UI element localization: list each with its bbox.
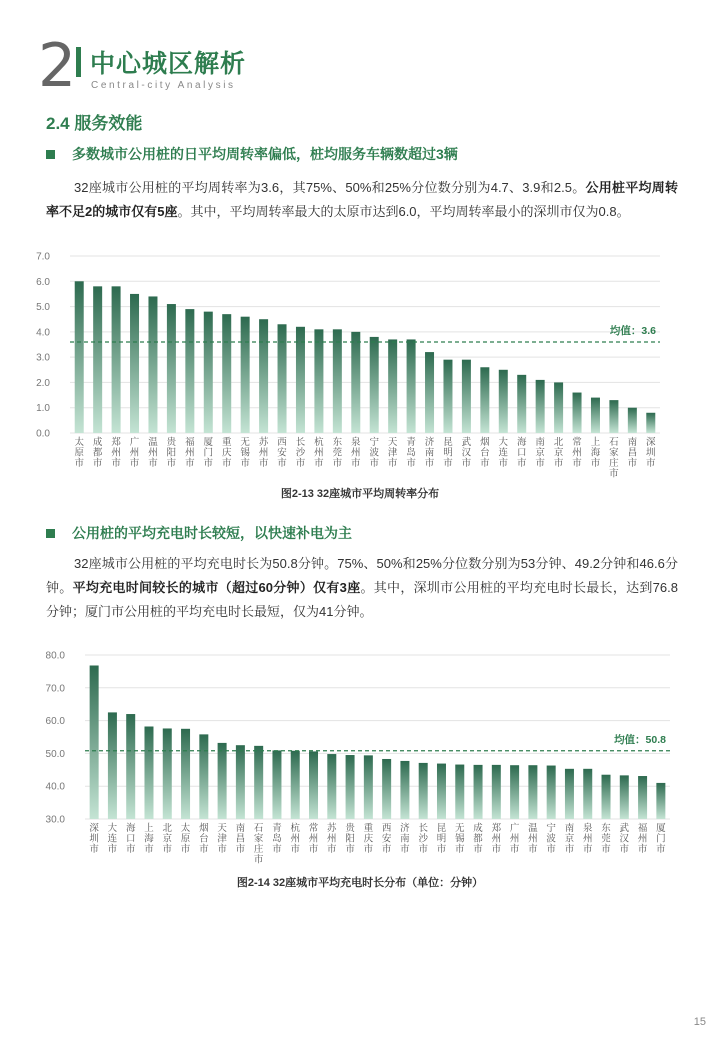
bar — [536, 380, 545, 433]
x-tick-label: 西安市 — [277, 437, 287, 469]
bar — [364, 755, 373, 819]
bar — [75, 281, 84, 433]
x-tick-label: 武汉市 — [619, 823, 630, 855]
y-tick-label: 60.0 — [45, 716, 65, 728]
x-tick-label: 天津市 — [387, 437, 398, 469]
x-tick-label: 青岛市 — [272, 823, 282, 855]
bar — [370, 337, 379, 433]
x-tick-label: 重庆市 — [363, 823, 374, 855]
bullet-square-icon — [46, 529, 55, 538]
bar — [144, 727, 153, 819]
bar — [93, 286, 102, 433]
x-tick-label: 石家庄市 — [609, 437, 619, 480]
bar — [333, 329, 342, 433]
x-tick-label: 烟台市 — [199, 823, 209, 855]
bar — [185, 309, 194, 433]
chart-caption-1: 图2-13 32座城市平均周转率分布 — [280, 488, 440, 500]
x-tick-label: 厦门市 — [203, 437, 214, 469]
bar — [443, 360, 452, 433]
y-tick-label: 2.0 — [36, 377, 50, 389]
bar — [254, 746, 263, 819]
bullet-heading-text: 多数城市公用桩的日平均周转率偏低，桩均服务车辆数超过3辆 — [72, 146, 458, 162]
bar — [602, 775, 611, 819]
x-tick-label: 海口市 — [516, 437, 527, 469]
bar — [112, 286, 121, 433]
x-tick-label: 广州市 — [129, 437, 140, 469]
x-tick-label: 昆明市 — [443, 437, 453, 469]
x-tick-label: 苏州市 — [327, 823, 337, 855]
bar — [296, 327, 305, 433]
x-tick-label: 郑州市 — [111, 437, 121, 469]
x-tick-label: 天津市 — [217, 823, 227, 855]
y-tick-label: 6.0 — [36, 276, 50, 288]
bar — [407, 339, 416, 433]
bar — [492, 765, 501, 819]
x-tick-label: 大连市 — [498, 437, 509, 469]
x-tick-label: 石家庄市 — [253, 823, 264, 866]
mean-label: 均值：50.8 — [614, 733, 666, 746]
bar — [499, 370, 508, 433]
x-tick-label: 长沙市 — [418, 823, 428, 855]
x-tick-label: 重庆市 — [221, 437, 232, 469]
bar — [425, 352, 434, 433]
x-tick-label: 东莞市 — [332, 437, 343, 469]
paragraph-text: 32座城市公用桩的平均周转率为3.6，其75%、50%和25%分位数分别为4.7、3.9和2.5。 — [74, 180, 586, 195]
y-tick-label: 30.0 — [45, 814, 65, 826]
bar — [609, 400, 618, 433]
y-tick-label: 7.0 — [36, 251, 50, 263]
y-tick-label: 0.0 — [36, 428, 50, 440]
bar — [547, 766, 556, 819]
bar — [455, 765, 464, 819]
x-tick-label: 贵阳市 — [166, 437, 177, 469]
bar — [108, 712, 117, 819]
bar — [419, 763, 428, 819]
bar — [314, 329, 323, 433]
x-tick-label: 武汉市 — [461, 437, 472, 469]
paragraph-bold-text: 公用桩平均周转率不足2的城市仅有5座 — [46, 180, 678, 219]
section-title: 2.4 服务效能 — [46, 114, 143, 133]
page-number: 15 — [693, 1016, 706, 1028]
bar — [181, 729, 190, 819]
x-tick-label: 郑州市 — [491, 823, 502, 855]
x-tick-label: 太原市 — [74, 437, 84, 469]
bar — [628, 408, 637, 433]
chapter-subtitle: Central-city Analysis — [91, 80, 236, 91]
y-tick-label: 4.0 — [36, 327, 50, 339]
x-tick-label: 大连市 — [107, 823, 118, 855]
bullet-heading-2 — [46, 522, 352, 544]
bar — [400, 761, 409, 819]
bar — [278, 324, 287, 433]
bar — [388, 339, 397, 433]
y-tick-label: 5.0 — [36, 302, 50, 314]
y-tick-label: 80.0 — [45, 650, 65, 662]
x-tick-label: 宁波市 — [369, 437, 379, 469]
x-tick-label: 无锡市 — [455, 823, 465, 855]
bar — [591, 398, 600, 433]
bar — [528, 765, 537, 819]
bar — [554, 382, 563, 433]
bar — [565, 769, 574, 819]
y-tick-label: 70.0 — [45, 683, 65, 695]
bar — [462, 360, 471, 433]
x-tick-label: 烟台市 — [480, 437, 490, 469]
x-tick-label: 南昌市 — [235, 823, 246, 855]
bar — [510, 765, 519, 819]
bar — [646, 413, 655, 433]
chapter-title: 中心城区解析 — [90, 50, 247, 78]
x-tick-label: 福州市 — [185, 437, 195, 469]
bar — [583, 769, 592, 819]
x-tick-label: 苏州市 — [258, 437, 269, 469]
x-tick-label: 杭州市 — [314, 437, 324, 469]
bar — [163, 728, 172, 819]
paragraph-1 — [46, 176, 678, 224]
bar — [327, 754, 336, 819]
x-tick-label: 济南市 — [400, 823, 410, 855]
y-tick-label: 50.0 — [45, 748, 65, 760]
x-tick-label: 青岛市 — [406, 437, 416, 469]
bar — [656, 783, 665, 819]
x-tick-label: 南昌市 — [627, 437, 638, 469]
bar — [474, 765, 483, 819]
bar — [130, 294, 139, 433]
x-tick-label: 厦门市 — [656, 823, 666, 855]
x-tick-label: 北京市 — [162, 823, 173, 855]
bar — [437, 764, 446, 819]
x-tick-label: 北京市 — [553, 437, 564, 469]
x-tick-label: 太原市 — [180, 823, 191, 855]
paragraph-text: 。其中，深圳市公用桩的平均充电时长最长，达到76.8分钟；厦门市公用桩的平均充电时长最短，仅为41分钟。 — [46, 580, 678, 619]
x-tick-label: 杭州市 — [290, 823, 300, 855]
bar — [241, 317, 250, 433]
y-tick-label: 1.0 — [36, 403, 50, 415]
x-tick-label: 福州市 — [637, 823, 648, 855]
x-tick-label: 深圳市 — [646, 437, 656, 469]
paragraph-2 — [46, 552, 678, 624]
x-tick-label: 泉州市 — [351, 437, 361, 469]
charging-duration-chart — [0, 640, 720, 870]
bullet-square-icon — [46, 150, 55, 159]
x-tick-label: 常州市 — [572, 437, 582, 469]
bar — [309, 751, 318, 819]
x-tick-label: 贵阳市 — [345, 823, 355, 855]
x-tick-label: 温州市 — [528, 823, 538, 855]
chapter-accent-bar — [76, 47, 81, 77]
paragraph-bold-text: 平均充电时间较长的城市（超过60分钟）仅有3座 — [72, 580, 361, 595]
x-tick-label: 成都市 — [473, 823, 483, 855]
bar — [199, 734, 208, 819]
bar — [573, 393, 582, 433]
bar — [272, 750, 281, 819]
x-tick-label: 广州市 — [509, 823, 520, 855]
y-tick-label: 40.0 — [45, 781, 65, 793]
bar — [346, 755, 355, 819]
bar — [218, 743, 227, 819]
turnover-rate-chart — [0, 240, 720, 480]
x-tick-label: 长沙市 — [295, 437, 306, 469]
x-tick-label: 南京市 — [564, 823, 575, 855]
y-tick-label: 3.0 — [36, 352, 50, 364]
bar — [382, 759, 391, 819]
x-tick-label: 无锡市 — [240, 437, 250, 469]
paragraph-text: 32座城市公用桩的平均充电时长为50.8分钟。75%、50%和25%分位数分别为53分钟、49.2分钟和46.6分钟。 — [46, 556, 678, 595]
bullet-heading-1 — [46, 143, 458, 165]
bar — [620, 775, 629, 819]
bar — [204, 312, 213, 433]
chapter-number: 2 — [38, 31, 75, 101]
bar — [480, 367, 489, 433]
x-tick-label: 海口市 — [125, 823, 136, 855]
x-tick-label: 深圳市 — [89, 823, 99, 855]
bar — [291, 751, 300, 819]
bar — [90, 665, 99, 819]
x-tick-label: 南京市 — [535, 437, 545, 469]
x-tick-label: 上海市 — [590, 437, 601, 469]
x-tick-label: 西安市 — [381, 823, 392, 855]
x-tick-label: 东莞市 — [601, 823, 611, 855]
x-tick-label: 济南市 — [424, 437, 435, 469]
x-tick-label: 昆明市 — [436, 823, 447, 855]
bar — [517, 375, 526, 433]
paragraph-text: 。其中，平均周转率最大的太原市达到6.0，平均周转率最小的深圳市仅为0.8。 — [177, 204, 630, 219]
x-tick-label: 宁波市 — [546, 823, 556, 855]
bar — [638, 776, 647, 819]
bar — [351, 332, 360, 433]
chart-caption-2: 图2-14 32座城市平均充电时长分布（单位：分钟） — [236, 877, 484, 889]
x-tick-label: 常州市 — [308, 823, 319, 855]
x-tick-label: 泉州市 — [582, 823, 593, 855]
bar — [236, 745, 245, 819]
bar — [148, 296, 157, 433]
bar — [126, 714, 135, 819]
mean-label: 均值：3.6 — [609, 324, 656, 337]
bar — [222, 314, 231, 433]
bar — [259, 319, 268, 433]
x-tick-label: 上海市 — [144, 823, 154, 855]
x-tick-label: 温州市 — [148, 437, 158, 469]
bar — [167, 304, 176, 433]
x-tick-label: 成都市 — [92, 437, 103, 469]
bullet-heading-text: 公用桩的平均充电时长较短，以快速补电为主 — [72, 525, 352, 541]
